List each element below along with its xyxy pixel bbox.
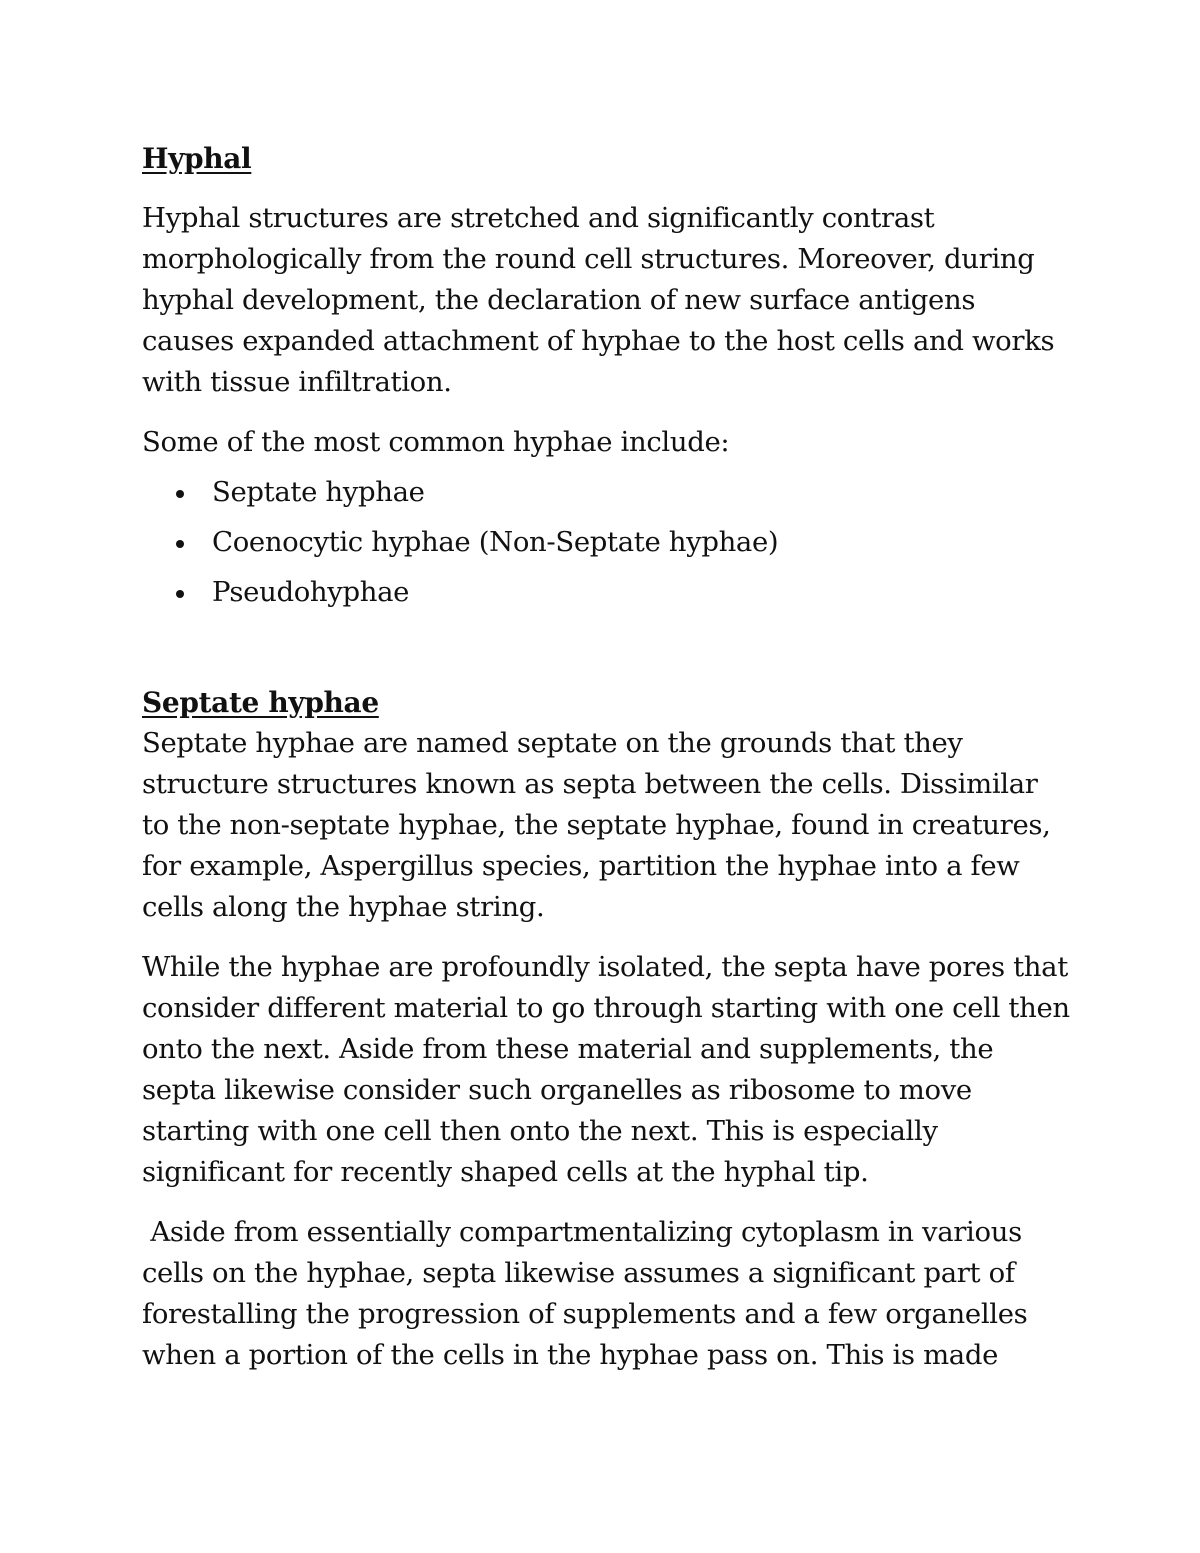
list-item (142, 522, 1072, 572)
bullet-icon (176, 490, 184, 498)
septate-paragraph-2: While the hyphae are profoundly isolated, the septa have pores that consider different material to go through starting with one cell then onto the next. Aside from these material and supplements, the septa likewise consider such organelles as ribosome to move starting with one cell then onto the next. This is especially significant for recently shaped cells at the hyphal tip. (142, 951, 1070, 1188)
section-heading-hyphal: Hyphal (142, 142, 252, 175)
list-item-text: Septate hyphae (212, 476, 425, 508)
list-item (142, 572, 1072, 622)
septate-paragraph-1: Septate hyphae are named septate on the grounds that they structure structures known as septa between the cells. Dissimilar to the non-septate hyphae, the septate hyphae, found in creatures, for example, Aspergillus species, partition the hyphae into a few cells along the hyphae string. (142, 727, 1051, 923)
hyphal-paragraph-2: Some of the most common hyphae include: (142, 426, 730, 458)
list-item-text: Coenocytic hyphae (Non-Septate hyphae) (212, 526, 779, 558)
bullet-icon (176, 540, 184, 548)
list-item (142, 472, 1072, 522)
septate-paragraph-3: Aside from essentially compartmentalizing cytoplasm in various cells on the hyphae, septa likewise assumes a significant part of forestalling the progression of supplements and a few organelles when a portion of the cells in the hyphae pass on. This is made (142, 1216, 1036, 1371)
hyphal-paragraph-1: Hyphal structures are stretched and significantly contrast morphologically from the round cell structures. Moreover, during hyphal development, the declaration of new surface antigens causes expanded attachment of hyphae to the host cells and works with tissue infiltration. (142, 202, 1055, 398)
section-heading-septate-hyphae: Septate hyphae (142, 686, 379, 719)
bullet-icon (176, 590, 184, 598)
hyphae-types-list (142, 472, 1072, 622)
document-body (142, 138, 1072, 1376)
list-item-text: Pseudohyphae (212, 576, 410, 608)
